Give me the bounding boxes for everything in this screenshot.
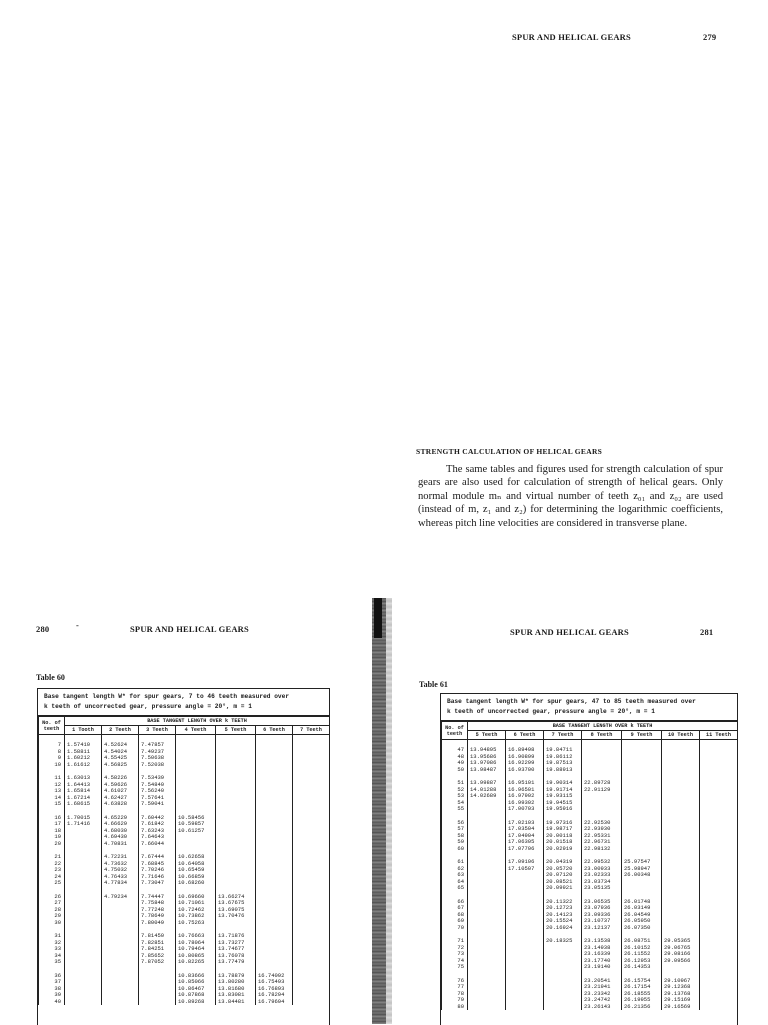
value-cell: 4.79234 bbox=[102, 894, 139, 927]
running-header: SPUR AND HELICAL GEARS bbox=[510, 627, 629, 637]
stray-mark: - bbox=[76, 620, 80, 630]
value-cell bbox=[506, 899, 544, 932]
value-cell: 13.78879 13.80280 13.81680 13.83081 13.84481 bbox=[216, 973, 256, 1006]
teeth-count-cell: 16 17 18 19 20 bbox=[39, 815, 65, 848]
no-of-teeth-header: No. of teeth bbox=[442, 722, 468, 740]
value-cell bbox=[256, 854, 293, 887]
value-cell bbox=[622, 780, 662, 813]
value-cell bbox=[216, 742, 256, 768]
teeth-count-cell: 36 37 38 39 40 bbox=[39, 973, 65, 1006]
teeth-count-cell: 11 12 13 14 15 bbox=[39, 775, 65, 808]
table-row-group bbox=[442, 747, 738, 773]
table-61 bbox=[440, 693, 738, 1025]
column-header: 8 Teeth bbox=[582, 731, 622, 740]
table-60 bbox=[37, 688, 330, 1025]
value-cell: 19.97316 19.98717 20.00118 20.01518 20.02919 bbox=[544, 820, 582, 853]
running-header: SPUR AND HELICAL GEARS bbox=[512, 32, 631, 42]
column-header: 6 Teeth bbox=[506, 731, 544, 740]
column-header: 7 Teeth bbox=[544, 731, 582, 740]
column-header: 4 Teeth bbox=[176, 726, 216, 735]
value-cell bbox=[102, 973, 139, 1006]
table-row-group bbox=[442, 938, 738, 971]
page-number: 280 bbox=[36, 624, 50, 634]
value-cell: 25.97547 25.98947 26.00348 bbox=[622, 859, 662, 892]
running-header: SPUR AND HELICAL GEARS bbox=[130, 624, 249, 634]
value-cell: 22.89728 22.91129 bbox=[582, 780, 622, 813]
value-cell: 17.02103 17.03504 17.04904 17.06305 17.07706 bbox=[506, 820, 544, 853]
value-cell bbox=[700, 938, 738, 971]
value-cell bbox=[293, 742, 330, 768]
teeth-count-cell: 51 52 53 54 55 bbox=[442, 780, 468, 813]
column-header: 2 Teeth bbox=[102, 726, 139, 735]
value-cell bbox=[700, 978, 738, 1011]
value-cell: 10.69660 10.71061 10.72462 10.73862 10.75263 bbox=[176, 894, 216, 927]
table-caption bbox=[441, 694, 737, 721]
column-header: 7 Teeth bbox=[293, 726, 330, 735]
value-cell: 1.63013 1.64413 1.65814 1.67214 1.68615 bbox=[65, 775, 102, 808]
value-cell: 10.62658 10.64058 10.65459 10.66859 10.68260 bbox=[176, 854, 216, 887]
value-cell bbox=[468, 820, 506, 853]
no-of-teeth-header: No. of teeth bbox=[39, 717, 65, 735]
value-cell: 1.70015 1.71416 bbox=[65, 815, 102, 848]
value-cell bbox=[256, 815, 293, 848]
value-cell: 13.94895 13.95686 13.97086 13.98487 bbox=[468, 747, 506, 773]
spine-shadow bbox=[374, 598, 382, 638]
value-cell bbox=[65, 894, 102, 927]
teeth-count-cell: 26 27 28 29 30 bbox=[39, 894, 65, 927]
column-header: 9 Teeth bbox=[622, 731, 662, 740]
value-cell bbox=[468, 859, 506, 892]
value-cell bbox=[293, 894, 330, 927]
value-cell bbox=[700, 747, 738, 773]
column-header: 6 Teeth bbox=[256, 726, 293, 735]
teeth-count-cell: 47 48 49 50 bbox=[442, 747, 468, 773]
value-cell: 20.11322 20.12723 20.14123 20.15524 20.16924 bbox=[544, 899, 582, 932]
column-header: 5 Teeth bbox=[216, 726, 256, 735]
value-cell: 10.58456 10.59857 10.61257 bbox=[176, 815, 216, 848]
caption-line: k teeth of uncorrected gear, pressure angle = 20°, m = 1 bbox=[44, 703, 252, 710]
section-title: STRENGTH CALCULATION OF HELICAL GEARS bbox=[416, 447, 603, 456]
value-cell: 4.52624 4.54024 4.55425 4.56825 bbox=[102, 742, 139, 768]
value-cell: 7.53439 7.54840 7.56240 7.57641 7.59041 bbox=[139, 775, 176, 808]
value-cell bbox=[256, 894, 293, 927]
value-cell: 19.84711 19.86112 19.87513 19.88913 bbox=[544, 747, 582, 773]
table-row-group bbox=[39, 854, 330, 887]
table-label: Table 60 bbox=[36, 673, 65, 682]
value-cell bbox=[293, 973, 330, 1006]
value-cell bbox=[468, 978, 506, 1011]
value-cell bbox=[65, 973, 102, 1006]
table-row-group bbox=[442, 899, 738, 932]
value-cell bbox=[176, 775, 216, 808]
value-cell bbox=[468, 938, 506, 971]
value-cell bbox=[216, 775, 256, 808]
value-cell bbox=[506, 978, 544, 1011]
value-cell bbox=[622, 820, 662, 853]
value-cell: 16.74092 16.75493 16.76893 16.78294 16.79694 bbox=[256, 973, 293, 1006]
value-cell bbox=[216, 854, 256, 887]
value-cell: 29.05365 29.06765 29.08166 29.09566 bbox=[662, 938, 700, 971]
table-caption bbox=[38, 689, 329, 716]
body-paragraph bbox=[418, 463, 723, 530]
table-row-group bbox=[442, 978, 738, 1011]
value-cell: 7.60442 7.61842 7.63243 7.64643 7.66044 bbox=[139, 815, 176, 848]
value-cell bbox=[293, 775, 330, 808]
teeth-count-cell: 31 32 33 34 35 bbox=[39, 933, 65, 966]
value-cell: 26.15754 26.17154 26.18555 26.19955 26.21356 bbox=[622, 978, 662, 1011]
table-row-group bbox=[442, 859, 738, 892]
value-cell bbox=[506, 938, 544, 971]
caption-line: Base tangent length W* for spur gears, 7 to 46 teeth measured over bbox=[44, 693, 290, 700]
teeth-count-cell: 61 62 63 64 65 bbox=[442, 859, 468, 892]
value-cell: 23.13538 23.14938 23.16339 23.17740 23.19140 bbox=[582, 938, 622, 971]
table-label: Table 61 bbox=[419, 680, 448, 689]
value-cell bbox=[256, 933, 293, 966]
page-number: 279 bbox=[703, 32, 717, 42]
value-cell bbox=[139, 973, 176, 1006]
value-cell bbox=[700, 820, 738, 853]
value-cell: 16.95101 16.96501 16.97902 16.99302 17.00703 bbox=[506, 780, 544, 813]
value-cell: 13.66274 13.67675 13.69075 13.70476 bbox=[216, 894, 256, 927]
value-cell bbox=[293, 933, 330, 966]
value-cell: 10.76663 10.78064 10.79464 10.80865 10.82265 bbox=[176, 933, 216, 966]
teeth-count-cell: 21 22 23 24 25 bbox=[39, 854, 65, 887]
table-row-group bbox=[39, 815, 330, 848]
table-row-group bbox=[39, 973, 330, 1006]
value-cell bbox=[293, 854, 330, 887]
teeth-count-cell: 56 57 58 59 60 bbox=[442, 820, 468, 853]
value-cell bbox=[256, 775, 293, 808]
value-cell bbox=[662, 899, 700, 932]
table-row-group bbox=[39, 933, 330, 966]
column-header: 5 Teeth bbox=[468, 731, 506, 740]
value-cell: 26.08751 26.10152 26.11552 26.12953 26.14353 bbox=[622, 938, 662, 971]
value-cell: 23.20541 23.21941 23.23342 23.24742 23.26143 bbox=[582, 978, 622, 1011]
value-cell bbox=[700, 859, 738, 892]
value-cell: 16.89498 16.90899 16.92299 16.93700 bbox=[506, 747, 544, 773]
value-cell: 7.67444 7.68845 7.70246 7.71646 7.73047 bbox=[139, 854, 176, 887]
value-cell bbox=[216, 815, 256, 848]
value-cell bbox=[662, 780, 700, 813]
value-cell: 7.81450 7.82851 7.84251 7.85652 7.87052 bbox=[139, 933, 176, 966]
value-cell bbox=[582, 747, 622, 773]
value-cell: 1.57410 1.58811 1.60212 1.61612 bbox=[65, 742, 102, 768]
value-cell: 7.47857 7.49237 7.50638 7.52038 bbox=[139, 742, 176, 768]
value-cell: 13.71876 13.73277 13.74677 13.76078 13.77479 bbox=[216, 933, 256, 966]
value-cell: 20.04319 20.05720 20.07120 20.08521 20.09921 bbox=[544, 859, 582, 892]
span-header: BASE TANGENT LENGTH OVER k TEETH bbox=[468, 722, 738, 731]
page-edges bbox=[386, 598, 392, 1024]
value-cell bbox=[65, 854, 102, 887]
value-cell bbox=[293, 815, 330, 848]
table-row-group bbox=[39, 742, 330, 768]
caption-line: Base tangent length W* for spur gears, 47 to 85 teeth measured over bbox=[447, 698, 696, 705]
data-table bbox=[38, 716, 330, 1005]
book-spine bbox=[372, 598, 386, 1024]
page-number: 281 bbox=[700, 627, 714, 637]
value-cell: 23.06535 23.07936 23.09336 23.10737 23.12137 bbox=[582, 899, 622, 932]
value-cell: 7.74447 7.75848 7.77248 7.78649 7.80049 bbox=[139, 894, 176, 927]
teeth-count-cell: 7 8 9 10 bbox=[39, 742, 65, 768]
value-cell: 22.92530 22.93930 22.95331 22.96731 22.98132 bbox=[582, 820, 622, 853]
value-cell: 13.99887 14.01288 14.02689 bbox=[468, 780, 506, 813]
value-cell bbox=[662, 859, 700, 892]
value-cell bbox=[176, 742, 216, 768]
value-cell: 10.83666 10.85066 10.86467 10.87868 10.89268 bbox=[176, 973, 216, 1006]
column-header: 11 Teeth bbox=[700, 731, 738, 740]
value-cell: 4.72231 4.73632 4.75032 4.76433 4.77834 bbox=[102, 854, 139, 887]
value-cell bbox=[622, 747, 662, 773]
value-cell bbox=[700, 899, 738, 932]
value-cell: 17.09106 17.10507 bbox=[506, 859, 544, 892]
table-row-group bbox=[39, 894, 330, 927]
value-cell bbox=[65, 933, 102, 966]
value-cell: 22.99532 23.00933 23.02333 23.03734 23.05135 bbox=[582, 859, 622, 892]
value-cell bbox=[544, 978, 582, 1011]
teeth-count-cell: 71 72 73 74 75 bbox=[442, 938, 468, 971]
table-row-group bbox=[442, 780, 738, 813]
value-cell: 29.10967 29.12368 29.13768 29.15169 29.16569 bbox=[662, 978, 700, 1011]
value-cell bbox=[700, 780, 738, 813]
value-cell bbox=[662, 747, 700, 773]
value-cell bbox=[662, 820, 700, 853]
column-header: 3 Teeth bbox=[139, 726, 176, 735]
table-row-group bbox=[39, 775, 330, 808]
data-table bbox=[441, 721, 738, 1010]
teeth-count-cell: 76 77 78 79 80 bbox=[442, 978, 468, 1011]
value-cell bbox=[102, 933, 139, 966]
value-cell: 26.01748 26.03149 26.04549 26.05950 26.07350 bbox=[622, 899, 662, 932]
caption-line: k teeth of uncorrected gear, pressure angle = 20°, m = 1 bbox=[447, 708, 655, 715]
value-cell: 19.90314 19.91714 19.93115 19.94515 19.95916 bbox=[544, 780, 582, 813]
value-cell bbox=[256, 742, 293, 768]
teeth-count-cell: 66 67 68 69 70 bbox=[442, 899, 468, 932]
value-cell: 20.18325 bbox=[544, 938, 582, 971]
value-cell: 4.65229 4.66629 4.68030 4.69430 4.70831 bbox=[102, 815, 139, 848]
column-header: 1 Tooth bbox=[65, 726, 102, 735]
value-cell: 4.58226 4.59626 4.61027 4.62427 4.63828 bbox=[102, 775, 139, 808]
value-cell bbox=[468, 899, 506, 932]
span-header: BASE TANGENT LENGTH OVER k TEETH bbox=[65, 717, 330, 726]
table-row-group bbox=[442, 820, 738, 853]
paragraph-text: The same tables and figures used for strength calculation of spur gears are also used for calculation of strength of helical gears. Only normal module mₙ and virtual number of teeth z₀₁ and z₀₂ are used (instead of m, z₁ and z₂) for determining the logarithmic coefficients, whereas pitch line velocities are considered in transverse plane. bbox=[418, 464, 723, 529]
column-header: 10 Teeth bbox=[662, 731, 700, 740]
